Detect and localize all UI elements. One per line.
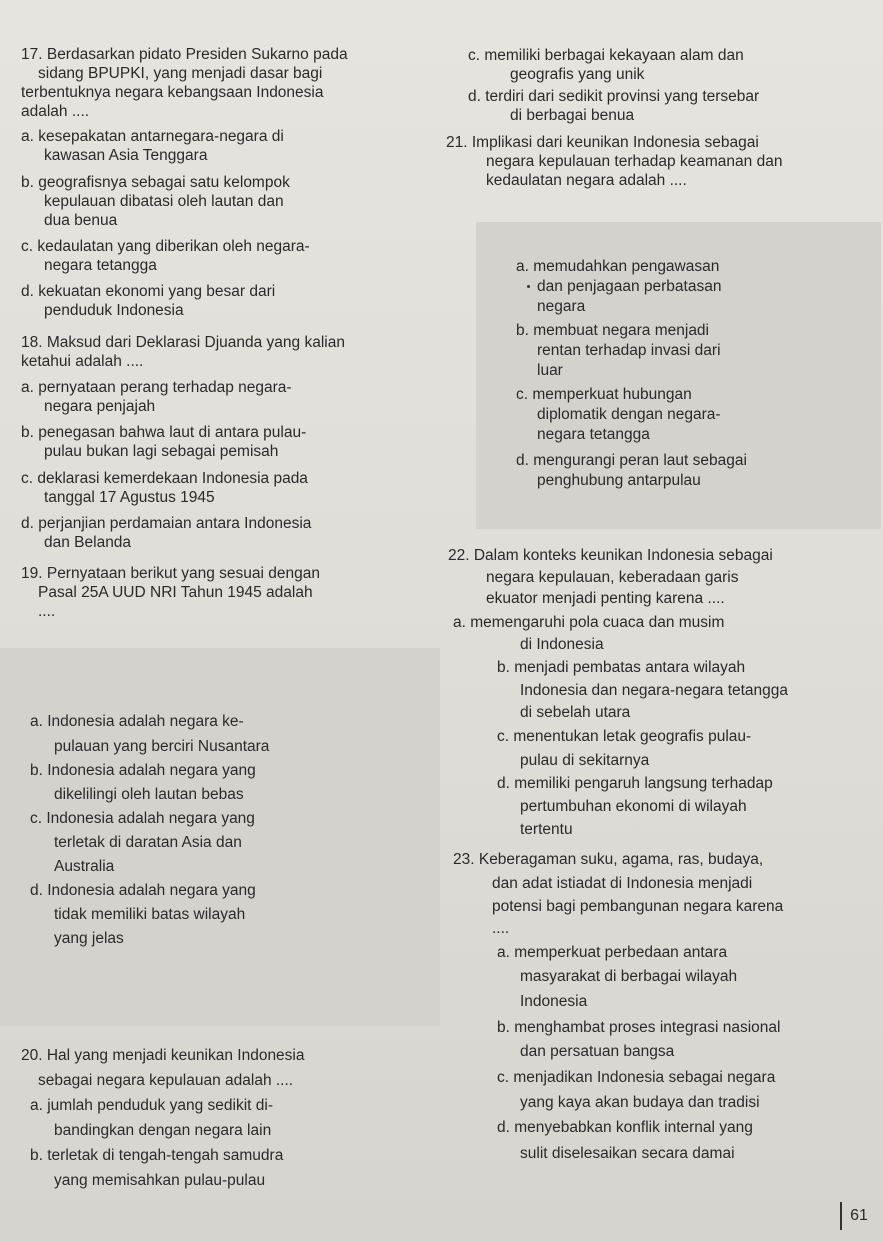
question-21-option-b[interactable]: b. membuat negara menjadi xyxy=(516,322,710,339)
question-19-option-c-line-2: terletak di daratan Asia dan xyxy=(54,834,242,851)
question-22-option-d-line-3: tertentu xyxy=(520,821,573,838)
question-21-stem-line-3: kedaulatan negara adalah .... xyxy=(486,172,687,189)
question-21-stem-line-1: 21. Implikasi dari keunikan Indonesia sebagai xyxy=(446,134,759,151)
question-19-stem-line-2: Pasal 25A UUD NRI Tahun 1945 adalah xyxy=(38,584,313,601)
question-19-option-b[interactable]: b. Indonesia adalah negara yang xyxy=(30,762,256,779)
question-21-option-d-line-2: penghubung antarpulau xyxy=(537,472,701,489)
question-17-option-c[interactable]: c. kedaulatan yang diberikan oleh negara- xyxy=(21,238,310,255)
question-23-option-d[interactable]: d. menyebabkan konflik internal yang xyxy=(497,1119,753,1136)
question-21-option-a[interactable]: a. memudahkan pengawasan xyxy=(516,258,720,275)
question-17-option-c-line-2: negara tetangga xyxy=(44,257,157,274)
question-20-option-b-line-2: yang memisahkan pulau-pulau xyxy=(54,1172,266,1189)
question-18-stem-line-1: 18. Maksud dari Deklarasi Djuanda yang kalian xyxy=(21,334,345,351)
question-19-option-d[interactable]: d. Indonesia adalah negara yang xyxy=(30,882,256,899)
question-17-stem-line-3: terbentuknya negara kebangsaan Indonesia xyxy=(21,84,324,101)
question-19-option-a-line-2: pulauan yang berciri Nusantara xyxy=(54,738,270,755)
question-19-option-a[interactable]: a. Indonesia adalah negara ke- xyxy=(30,713,244,730)
question-18-option-c-line-2: tanggal 17 Agustus 1945 xyxy=(44,489,215,506)
question-22-option-b[interactable]: b. menjadi pembatas antara wilayah xyxy=(497,659,746,676)
question-20-option-a-line-2: bandingkan dengan negara lain xyxy=(54,1122,272,1139)
question-18-option-b-line-2: pulau bukan lagi sebagai pemisah xyxy=(44,443,279,460)
question-23-option-a-line-3: Indonesia xyxy=(520,993,588,1010)
question-20-option-d[interactable]: d. terdiri dari sedikit provinsi yang tersebar xyxy=(468,88,760,105)
question-17-option-a-line-2: kawasan Asia Tenggara xyxy=(44,147,208,164)
question-22-option-a[interactable]: a. memengaruhi pola cuaca dan musim xyxy=(453,614,725,631)
question-23-stem-line-2: dan adat istiadat di Indonesia menjadi xyxy=(492,875,753,892)
question-18-stem-line-2: ketahui adalah .... xyxy=(21,353,144,370)
question-17-option-b-line-3: dua benua xyxy=(44,212,118,229)
question-17-stem-line-4: adalah .... xyxy=(21,103,90,120)
question-23-option-b-line-2: dan persatuan bangsa xyxy=(520,1043,675,1060)
question-23-option-b[interactable]: b. menghambat proses integrasi nasional xyxy=(497,1019,781,1036)
question-22-option-b-line-2: Indonesia dan negara-negara tetangga xyxy=(520,682,789,699)
question-23-option-a-line-2: masyarakat di berbagai wilayah xyxy=(520,968,738,985)
question-17-option-b[interactable]: b. geografisnya sebagai satu kelompok xyxy=(21,174,290,191)
question-18-option-d-line-2: dan Belanda xyxy=(44,534,132,551)
question-19-option-d-line-2: tidak memiliki batas wilayah xyxy=(54,906,246,923)
question-23-stem-line-4: .... xyxy=(492,920,510,937)
question-20-option-c[interactable]: c. memiliki berbagai kekayaan alam dan xyxy=(468,47,744,64)
question-22-option-d-line-2: pertumbuhan ekonomi di wilayah xyxy=(520,798,747,815)
question-20-stem-line-1: 20. Hal yang menjadi keunikan Indonesia xyxy=(21,1047,305,1064)
question-23-stem-line-1: 23. Keberagaman suku, agama, ras, budaya, xyxy=(453,851,764,868)
question-17-option-d-line-2: penduduk Indonesia xyxy=(44,302,184,319)
question-23-stem-line-3: potensi bagi pembangunan negara karena xyxy=(492,898,784,915)
question-18-option-a-line-2: negara penjajah xyxy=(44,398,156,415)
question-21-option-b-line-2: rentan terhadap invasi dari xyxy=(537,342,721,359)
question-17-stem-line-1: 17. Berdasarkan pidato Presiden Sukarno pada xyxy=(21,46,348,63)
question-21-option-a-line-2: dan penjagaan perbatasan xyxy=(537,278,722,295)
question-17-option-a[interactable]: a. kesepakatan antarnegara-negara di xyxy=(21,128,284,145)
question-22-option-c[interactable]: c. menentukan letak geografis pulau- xyxy=(497,728,752,745)
question-23-option-c[interactable]: c. menjadikan Indonesia sebagai negara xyxy=(497,1069,776,1086)
question-18-option-d[interactable]: d. perjanjian perdamaian antara Indonesia xyxy=(21,515,312,532)
question-21-option-d[interactable]: d. mengurangi peran laut sebagai xyxy=(516,452,747,469)
ink-dot xyxy=(527,285,530,288)
question-18-option-b[interactable]: b. penegasan bahwa laut di antara pulau- xyxy=(21,424,307,441)
question-20-stem-line-2: sebagai negara kepulauan adalah .... xyxy=(38,1072,294,1089)
question-19-option-b-line-2: dikelilingi oleh lautan bebas xyxy=(54,786,244,803)
question-19-option-c-line-3: Australia xyxy=(54,858,115,875)
question-22-option-a-line-2: di Indonesia xyxy=(520,636,604,653)
question-21-option-a-line-3: negara xyxy=(537,298,586,315)
question-19-stem-line-3: .... xyxy=(38,603,56,620)
page-number: 61 xyxy=(840,1202,876,1230)
question-17-stem-line-2: sidang BPUPKI, yang menjadi dasar bagi xyxy=(38,65,323,82)
question-22-option-d[interactable]: d. memiliki pengaruh langsung terhadap xyxy=(497,775,773,792)
question-22-option-c-line-2: pulau di sekitarnya xyxy=(520,752,650,769)
question-23-option-a[interactable]: a. memperkuat perbedaan antara xyxy=(497,944,728,961)
question-20-option-b[interactable]: b. terletak di tengah-tengah samudra xyxy=(30,1147,284,1164)
question-21-option-c[interactable]: c. memperkuat hubungan xyxy=(516,386,692,403)
question-21-option-c-line-3: negara tetangga xyxy=(537,426,650,443)
question-21-option-b-line-3: luar xyxy=(537,362,563,379)
question-23-option-c-line-2: yang kaya akan budaya dan tradisi xyxy=(520,1094,760,1111)
question-19-option-d-line-3: yang jelas xyxy=(54,930,124,947)
question-22-stem-line-3: ekuator menjadi penting karena .... xyxy=(486,590,725,607)
question-21-stem-line-2: negara kepulauan terhadap keamanan dan xyxy=(486,153,783,170)
question-17-option-b-line-2: kepulauan dibatasi oleh lautan dan xyxy=(44,193,284,210)
question-22-stem-line-2: negara kepulauan, keberadaan garis xyxy=(486,569,739,586)
question-22-stem-line-1: 22. Dalam konteks keunikan Indonesia sebagai xyxy=(448,547,773,564)
question-21-option-c-line-2: diplomatik dengan negara- xyxy=(537,406,721,423)
question-23-option-d-line-2: sulit diselesaikan secara damai xyxy=(520,1145,735,1162)
question-22-option-b-line-3: di sebelah utara xyxy=(520,704,631,721)
question-18-option-a[interactable]: a. pernyataan perang terhadap negara- xyxy=(21,379,292,396)
question-20-option-a[interactable]: a. jumlah penduduk yang sedikit di- xyxy=(30,1097,273,1114)
question-20-option-d-line-2: di berbagai benua xyxy=(510,107,635,124)
question-19-stem-line-1: 19. Pernyataan berikut yang sesuai dengan xyxy=(21,565,321,582)
question-18-option-c[interactable]: c. deklarasi kemerdekaan Indonesia pada xyxy=(21,470,308,487)
question-20-option-c-line-2: geografis yang unik xyxy=(510,66,645,83)
question-19-option-c[interactable]: c. Indonesia adalah negara yang xyxy=(30,810,255,827)
question-17-option-d[interactable]: d. kekuatan ekonomi yang besar dari xyxy=(21,283,276,300)
